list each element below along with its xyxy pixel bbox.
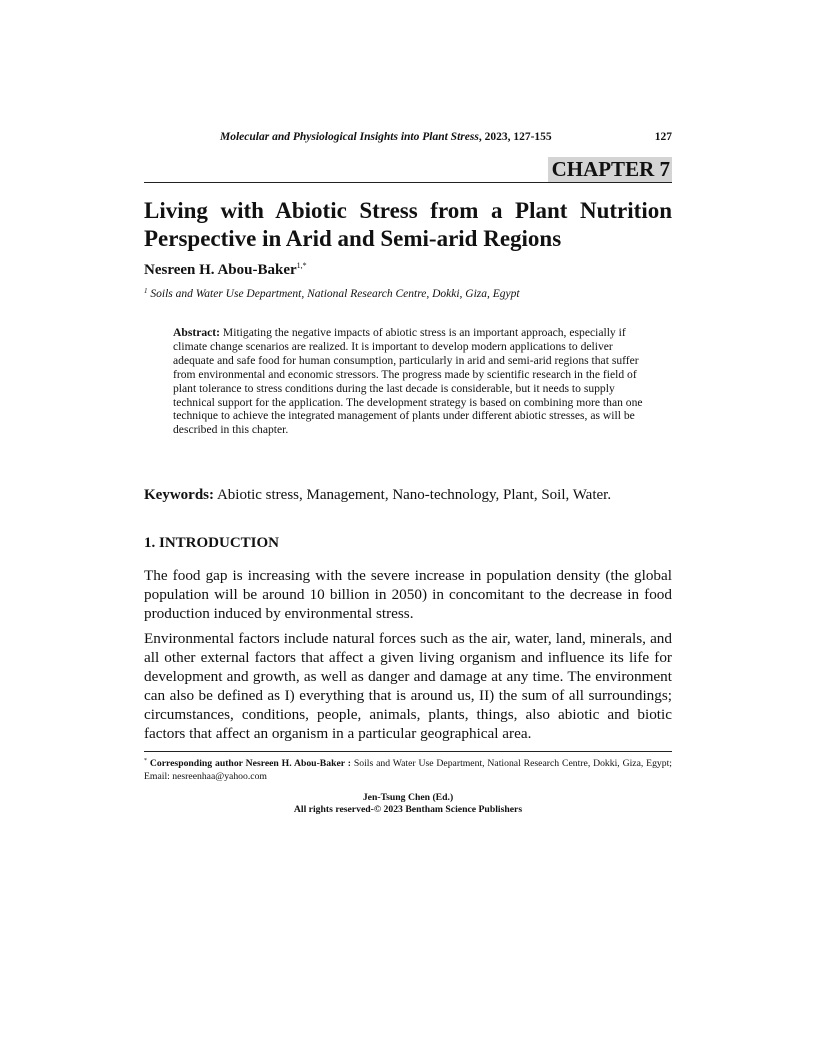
header-rule — [144, 182, 672, 183]
body-paragraph-1: The food gap is increasing with the severe increase in population density (the global population will be around 10 billion in 2050) in concomitant to the decrease in food production induced by environmental stress. — [144, 567, 672, 622]
abstract-text: Mitigating the negative impacts of abiotic stress is an important approach, especially if climate change scenarios are realized. It is important to develop modern applications to deliver adequate and safe food for human consumption, particularly in arid and semi-arid regions that suffer from environmental and economic stressors. The progress made by scientific research in the field of plant tolerance to stress conditions during the last decade is considerable, but it needs to supply technical support for the application. The development strategy is based on combining more than one technique to achieve the integrated management of plants under different abiotic stresses, as will be described in this chapter. — [173, 326, 643, 437]
footnote-rule — [144, 751, 672, 752]
title-line-2: Perspective in Arid and Semi-arid Regions — [144, 226, 562, 251]
affiliation — [144, 287, 520, 300]
running-head — [144, 131, 672, 147]
rights-line: All rights reserved-© 2023 Bentham Science Publishers — [293, 804, 523, 815]
author-superscript: 1,* — [296, 261, 307, 270]
title-line-1: Living with Abiotic Stress from a Plant Nutrition — [144, 198, 672, 223]
affiliation-text: Soils and Water Use Department, National Research Centre, Dokki, Giza, Egypt — [150, 288, 520, 300]
section-heading: 1. INTRODUCTION — [144, 535, 280, 551]
keywords-text: Abiotic stress, Management, Nano-technology, Plant, Soil, Water. — [216, 487, 612, 503]
abstract-label: Abstract: — [173, 326, 221, 339]
footnote-text: Soils and Water Use Department, National Research Centre, Dokki, Giza, Egypt; Email: nesreenhaa@yahoo.com — [144, 758, 672, 782]
publisher-block — [144, 792, 672, 816]
chapter-title — [144, 197, 672, 253]
keywords — [144, 487, 672, 504]
editor-line: Jen-Tsung Chen (Ed.) — [362, 792, 454, 803]
footnote — [144, 755, 672, 783]
affiliation-superscript: 1 — [144, 287, 148, 295]
footnote-label: Corresponding author Nesreen H. Abou-Baker : — [149, 758, 351, 769]
abstract — [173, 326, 643, 437]
chapter-label: CHAPTER 7 — [548, 157, 672, 182]
page-number: 127 — [654, 131, 672, 143]
keywords-label: Keywords: — [144, 487, 214, 503]
body-paragraph-2: Environmental factors include natural forces such as the air, water, land, minerals, and all other external factors that affect a given living organism and influence its life for development and growth, as well as danger and damage at any time. The environment can also be defined as I) everything that is around us, II) the sum of all surroundings; circumstances, conditions, people, animals, plants, things, also abiotic and biotic factors that affect an organism in a particular geographical area. — [144, 630, 672, 742]
author-name: Nesreen H. Abou-Baker — [144, 262, 297, 278]
journal-citation — [220, 131, 552, 143]
journal-year-pages: , 2023, 127-155 — [478, 131, 552, 143]
footnote-marker: * — [144, 758, 147, 764]
author — [144, 261, 307, 279]
journal-title: Molecular and Physiological Insights into Plant Stress — [220, 131, 479, 143]
